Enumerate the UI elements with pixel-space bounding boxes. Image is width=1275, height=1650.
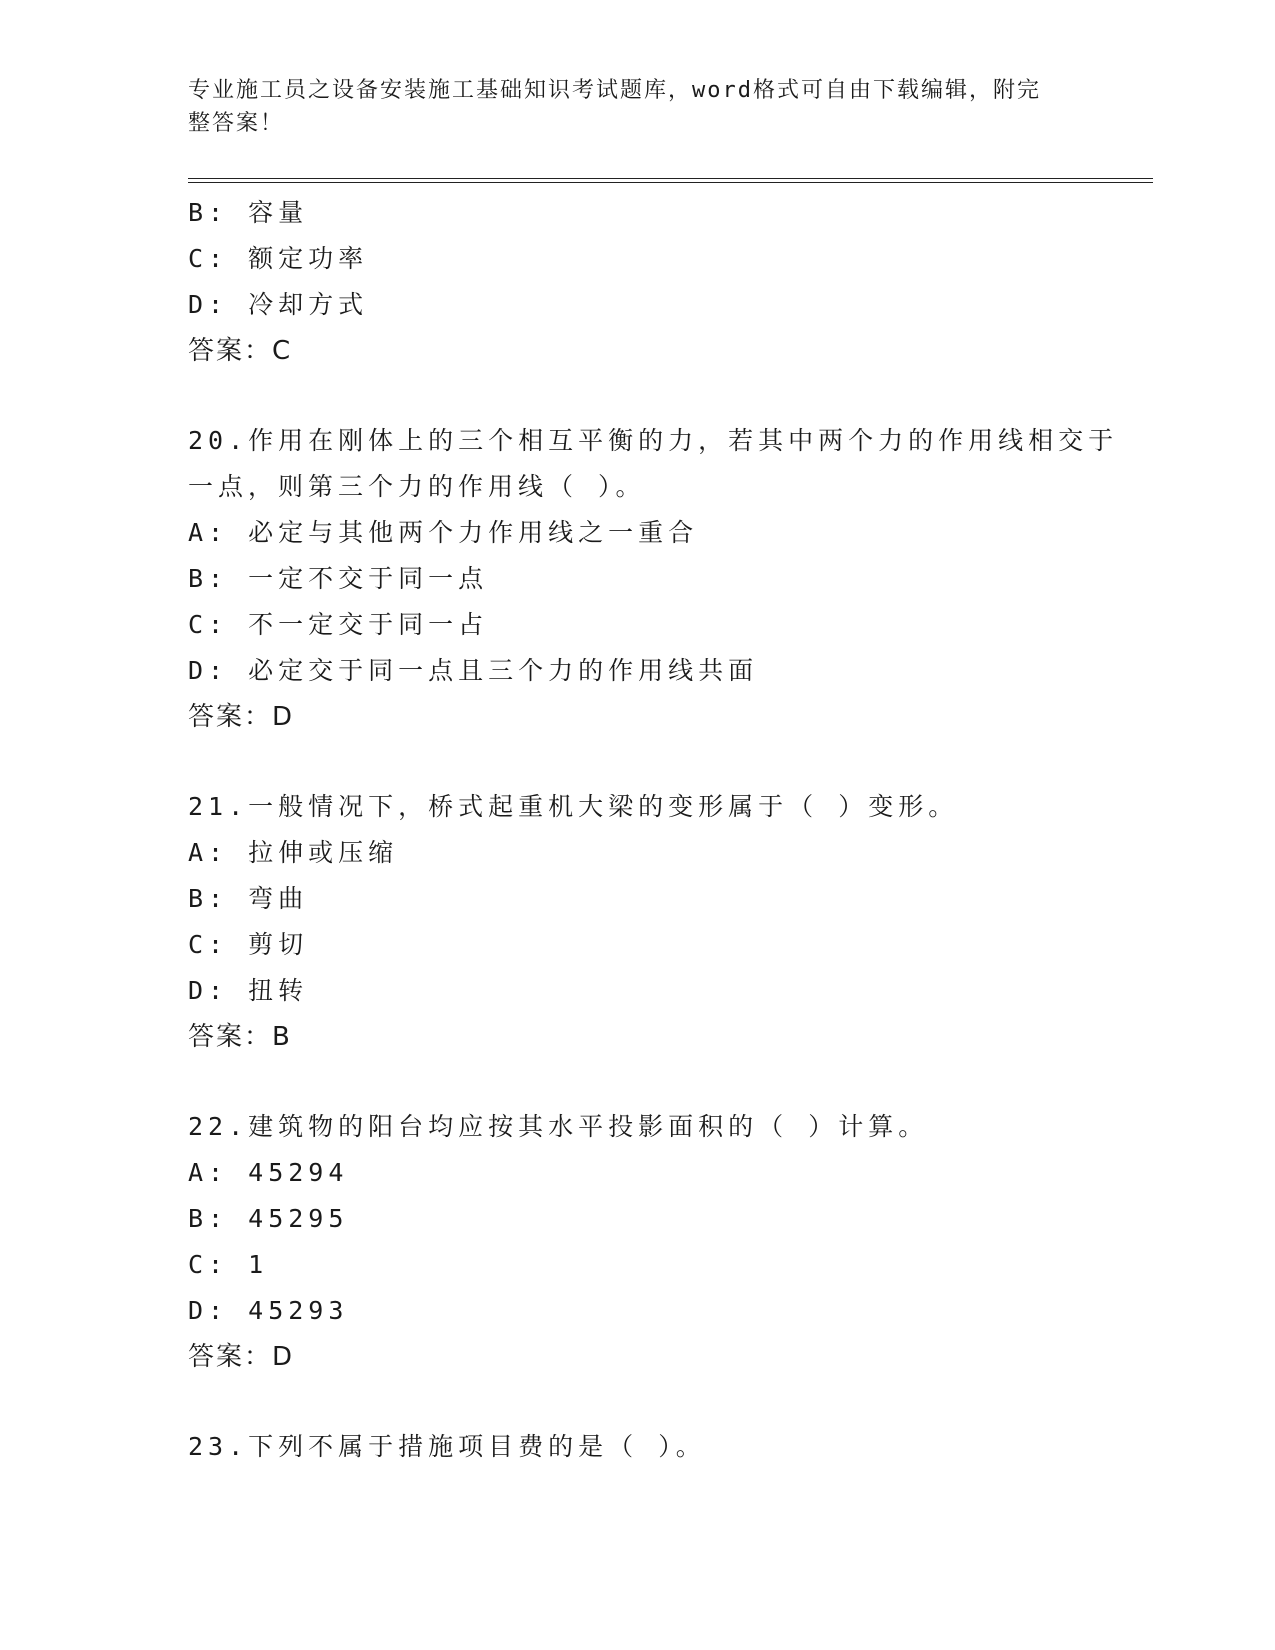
answer-line: 答案：D [188, 1342, 295, 1372]
option-b: B: 容量 [188, 198, 309, 227]
option-c: C: 1 [188, 1250, 269, 1279]
header-divider-bottom [188, 182, 1153, 183]
option-a: A: 45294 [188, 1158, 349, 1187]
option-d: D: 扭转 [188, 976, 309, 1005]
option-d: D: 必定交于同一点且三个力的作用线共面 [188, 656, 759, 685]
question-block-23 [188, 1424, 1153, 1470]
answer-line: 答案：C [188, 336, 293, 366]
question-block-19 [188, 190, 1153, 374]
spacer [188, 374, 1153, 418]
spacer [188, 740, 1153, 784]
option-b: B: 45295 [188, 1204, 349, 1233]
question-text-line-1: 21.一般情况下，桥式起重机大梁的变形属于（ ）变形。 [188, 792, 959, 821]
question-list [188, 190, 1153, 1470]
question-block-22 [188, 1104, 1153, 1380]
option-c: C: 不一定交于同一占 [188, 610, 489, 639]
option-d: D: 冷却方式 [188, 290, 369, 319]
option-d: D: 45293 [188, 1296, 349, 1325]
spacer [188, 1380, 1153, 1424]
answer-line: 答案：B [188, 1022, 292, 1052]
option-a: A: 拉伸或压缩 [188, 838, 399, 867]
question-text-line-1: 22.建筑物的阳台均应按其水平投影面积的（ ）计算。 [188, 1112, 929, 1141]
header-line-1: 专业施工员之设备安装施工基础知识考试题库，word格式可自由下载编辑，附完 [188, 78, 1041, 103]
answer-line: 答案：D [188, 702, 295, 732]
option-b: B: 弯曲 [188, 884, 309, 913]
question-text-line-1: 20.作用在刚体上的三个相互平衡的力，若其中两个力的作用线相交于 [188, 426, 1119, 455]
option-b: B: 一定不交于同一点 [188, 564, 489, 593]
option-a: A: 必定与其他两个力作用线之一重合 [188, 518, 699, 547]
option-c: C: 剪切 [188, 930, 309, 959]
document-header [188, 74, 1088, 140]
option-c: C: 额定功率 [188, 244, 369, 273]
spacer [188, 1060, 1153, 1104]
question-block-20 [188, 418, 1153, 740]
question-text-line-2: 一点，则第三个力的作用线（ ）。 [188, 472, 646, 501]
question-block-21 [188, 784, 1153, 1060]
header-divider-top [188, 178, 1153, 179]
question-text-line-1: 23.下列不属于措施项目费的是（ ）。 [188, 1432, 706, 1461]
header-line-2: 整答案！ [188, 111, 285, 136]
